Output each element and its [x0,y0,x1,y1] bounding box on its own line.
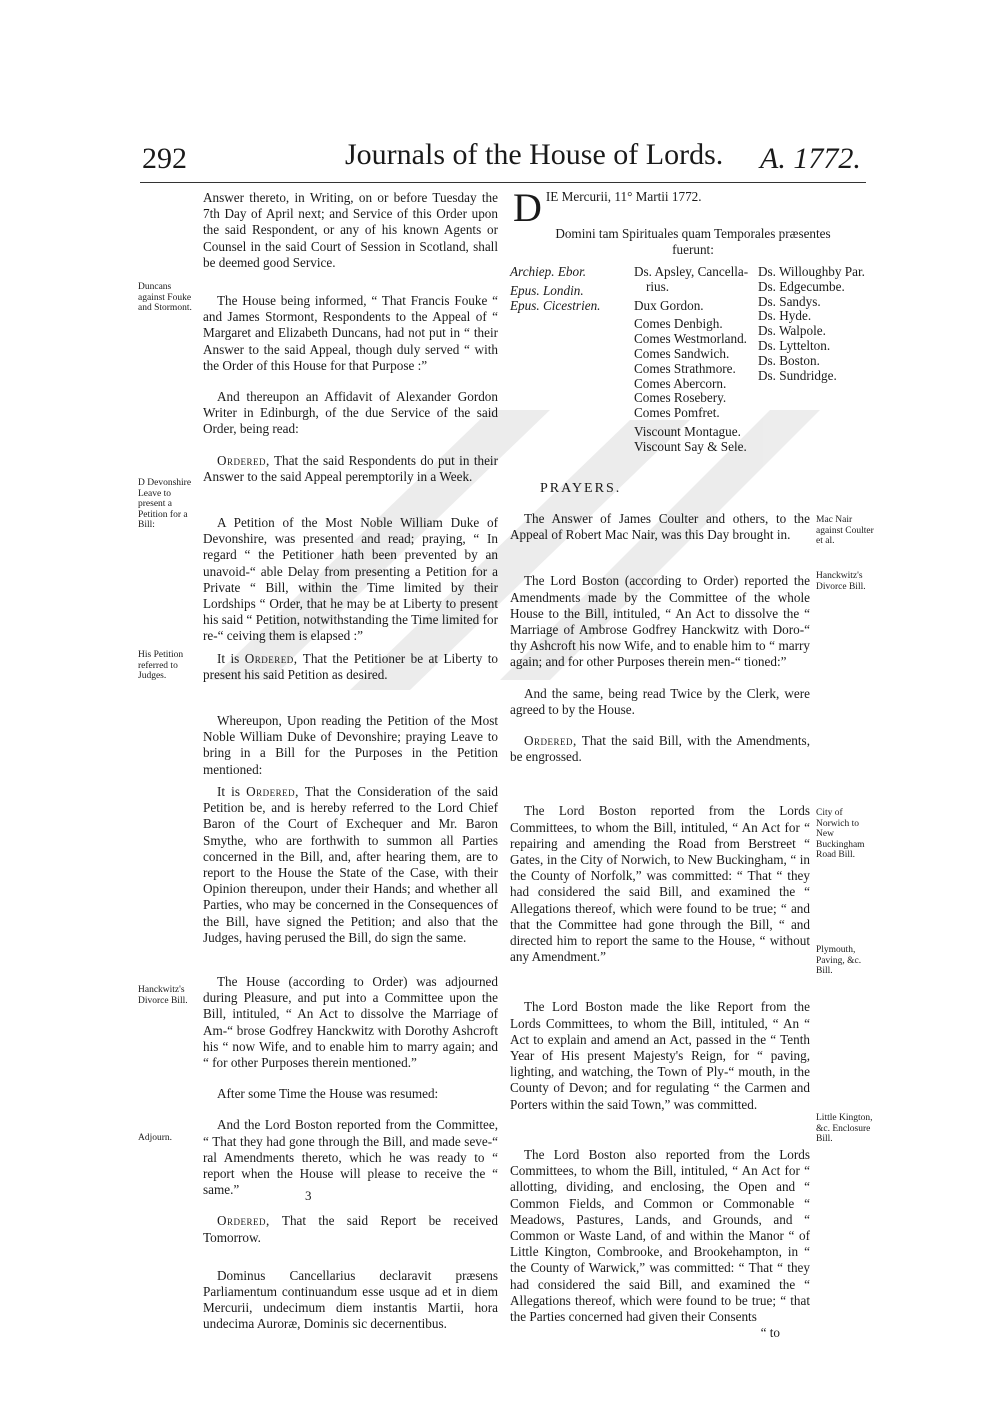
margin-note: Adjourn. [138,1133,173,1143]
page-header [0,138,992,188]
paragraph: The Answer of James Coulter and others, to the Appeal of Robert Mac Nair, was this Day brought in. [510,511,810,543]
attendance-line: fuerunt: [672,242,714,257]
paragraph-text: That the said Report be received Tomorrow. [203,1213,498,1245]
paragraph [203,453,498,485]
year-label: A. 1772. [760,142,861,175]
ordered-label: Ordered, [217,1213,270,1229]
paragraph [203,651,498,683]
paragraph: The House (according to Order) was adjourned during Pleasure, and put into a Committee upon the Bill, intituled, “ An Act to dissolve the Marriage of Am-“ brose Godfrey Hanckwitz with Dorothy Ashcroft his “ now Wife, and to enable him to marry again; and “ for other Purposes therein mentioned.” [203,973,498,1070]
lord-entry: Ds. Walpole. [758,323,826,339]
paragraph-text: That the said Bill, with the Amendments, be engrossed. [510,733,810,765]
lord-entry: Comes Abercorn. [634,375,727,391]
page-title: Journals of the House of Lords. [345,138,724,171]
lord-entry: Ds. Edgecumbe. [758,278,845,294]
header-rule [140,182,866,183]
margin-note: D Devonshire Leave to present a Petition for a Bill: [138,478,192,530]
ordered-label: Ordered, [524,733,577,749]
margin-note: Plymouth, Paving, &c. Bill. [816,945,862,976]
lord-entry: Dux Gordon. [634,297,704,313]
paragraph: The House being informed, “ That Francis Fouke “ and James Stormont, Respondents to the Appeal of “ Margaret and Elizabeth Duncans, had not put in “ their Answer to the said Appeal, though duly served “ with the Order of this House for that Purpose :” [203,293,498,373]
sitting-date [513,185,873,230]
lord-entry: Comes Sandwich. [634,345,730,361]
lords-list-col2 [634,265,748,455]
right-column [510,511,810,1341]
lord-entry: Comes Pomfret. [634,405,720,421]
paragraph [510,733,810,765]
paragraph: A Petition of the Most Noble William Duke of Devonshire, was presented and read; praying, “ In regard “ the Petitioner hath been prevented by an unavoid-“ able Delay from presenting a Petition for a Private “ Bill, within the Time limited by their Lordships “ Order, that he may be at Liberty to present his said “ Petition, notwithstanding the Time limited for re-“ ceiving them is elapsed :” [203,515,498,644]
lords-list-col1 [510,265,600,313]
paragraph-text: It is [217,783,247,799]
paragraph: The Lord Boston (according to Order) reported the Amendments made by the Committee of the whole House to the Bill, intituled, “ An Act to dissolve the “ Marriage of Ambrose Godfrey Hanckwitz with Doro-“ thy Ashcroft his now Wife, and to enable him to “ marry again; and for other Purposes therein men-“ tioned:” [510,573,810,670]
lord-entry: Comes Westmorland. [634,331,747,347]
margin-note: Mac Nair against Coulter et al. [816,515,874,546]
ordered-label: Ordered, [246,783,299,799]
lord-entry: Archiep. Ebor. [510,264,587,279]
lord-entry: Ds. Hyde. [758,308,812,324]
lord-entry: Viscount Say & Sele. [634,438,747,454]
paragraph-text: It is [217,650,245,666]
paragraph: And thereupon an Affidavit of Alexander Gordon Writer in Edinburgh, of the due Service of the said Order, being read: [203,389,498,437]
paragraph: After some Time the House was resumed: [217,1086,439,1102]
paragraph: The Lord Boston made the like Report from the Lords Committees, to whom the Bill, intituled, “ An “ Act to explain and amend an Act, passed in the “ Tenth Year of His present Majesty's Reign, for “ paving, lighting, and watching, the Town of Ply-“ mouth, in the County of Devon; and for regulating “ the Carmen and Porters within the said Town,” was committed. [510,999,810,1112]
attendance-heading [513,226,873,258]
lords-list-col3 [758,265,865,383]
paragraph: Whereupon, Upon reading the Petition of the Most Noble William Duke of Devonshire; praying Leave to bring in a Bill for the Purposes in the Petition mentioned: [203,713,498,777]
catchword: “ to [760,1325,780,1341]
left-column [203,190,498,1339]
section-heading: PRAYERS. [540,481,622,496]
drop-cap: D [513,185,542,230]
lord-entry: Comes Strathmore. [634,360,736,376]
lord-entry: rius. [646,278,670,294]
margin-note: Hanckwitz's Divorce Bill. [138,985,188,1006]
page-number: 292 [142,142,187,175]
paragraph: Answer thereto, in Writing, on or before Tuesday the 7th Day of April next; and Service of this Order upon the said Respondent, or any of his known Agents or Counsel in the said Court of Session in Scotland, shall be deemed good Service. [203,190,498,270]
lord-entry: Epus. Londin. [510,282,584,298]
lord-entry: Ds. Sandys. [758,293,821,309]
lord-entry: Comes Denbigh. [634,316,723,332]
paragraph: The Lord Boston reported from the Lords Committees, to whom the Bill, intituled, “ An Act for “ repairing and amending the Road from Berstreet “ Gates, in the City of Norwich, to New Buckingham, “ in the County of Norfolk,” was committed: “ That “ they had considered the said Bill, and examined the “ Allegations thereof, which were found to be true; “ and that the Committee had gone through the Bill, “ and directed him to report the same to the House, “ without any Amendment.” [510,803,810,965]
paragraph: And the Lord Boston reported from the Committee, “ That they had gone through the Bill, and made seve-“ ral Amendments thereto, which he was ready to “ report when the House will please to receive the “ same.” [203,1117,498,1198]
paragraph [203,1213,498,1245]
lord-entry: Ds. Lyttelton. [758,337,831,353]
paragraph: And the same, being read Twice by the Clerk, were agreed to by the House. [510,685,810,717]
paragraph-text: That the Petitioner be at Liberty to present his said Petition as desired. [203,650,498,682]
margin-note: City of Norwich to New Buckingham Road Bill. [816,808,865,860]
margin-note: Hanckwitz's Divorce Bill. [816,571,866,592]
ordered-label: Ordered, [244,650,298,666]
lord-entry: Ds. Sundridge. [758,367,837,383]
lord-entry: Epus. Cicestrien. [510,297,601,313]
paragraph [203,784,498,946]
lord-entry: Comes Rosebery. [634,390,727,406]
lord-entry: Viscount Montague. [634,423,741,439]
paragraph-text: That the Consideration of the said Petition be, and is hereby referred to the Lord Chief Baron of the Court of Exchequer and Mr. Baron Smythe, who are forthwith to summon all Parties concerned in the Bill, and, after hearing them, are to report to the House the State of the Case, with their Opinion thereupon, under their Hands; and whether all Parties, who may be concerned in the Consequences of the Bill, have signed the Petition; and also that the Judges, having perused the Bill, do sign the same. [203,783,498,945]
paragraph: The Lord Boston also reported from the Lords Committees, to whom the Bill, intituled, “ An Act for “ allotting, dividing, and enclosing, the Open and “ Common Fields, and Common or Commonable “ Meadows, Pastures, Lands, and Grounds, and “ Common or Waste Land, of and within the Manor “ of Little Kington, Combrooke, and Brookehampton, in “ the County of Warwick,” was committed: “ That “ they had considered the said Bill, and examined the “ Allegations thereof, which were found to be true; “ that the Parties concerned had given their Consents [510,1146,810,1324]
margin-note: Duncans against Fouke and Stormont. [138,282,192,313]
signature-mark: 3 [305,1188,312,1203]
sitting-date-text: IE Mercurii, 11° Martii 1772. [545,189,702,204]
lord-entry: Ds. Apsley, Cancella- [634,264,749,279]
lord-entry: Ds. Boston. [758,352,820,368]
paragraph: Dominus Cancellarius declaravit præsens Parliamentum continuandum esse usque ad et in diem Mercurii, undecimum diem instantis Martii, hora undecima Auroræ, Dominis sic decernentibus. [203,1267,498,1332]
margin-note: His Petition referred to Judges. [138,650,184,681]
paragraph-text: That the said Respondents do put in their Answer to the said Appeal peremptorily in a Week. [203,452,498,484]
margin-note: Little Kington, &c. Enclosure Bill. [816,1113,873,1144]
lord-entry: Ds. Willoughby Par. [758,264,865,279]
attendance-line: Domini tam Spirituales quam Temporales præsentes [555,226,831,241]
ordered-label: Ordered, [217,452,270,468]
